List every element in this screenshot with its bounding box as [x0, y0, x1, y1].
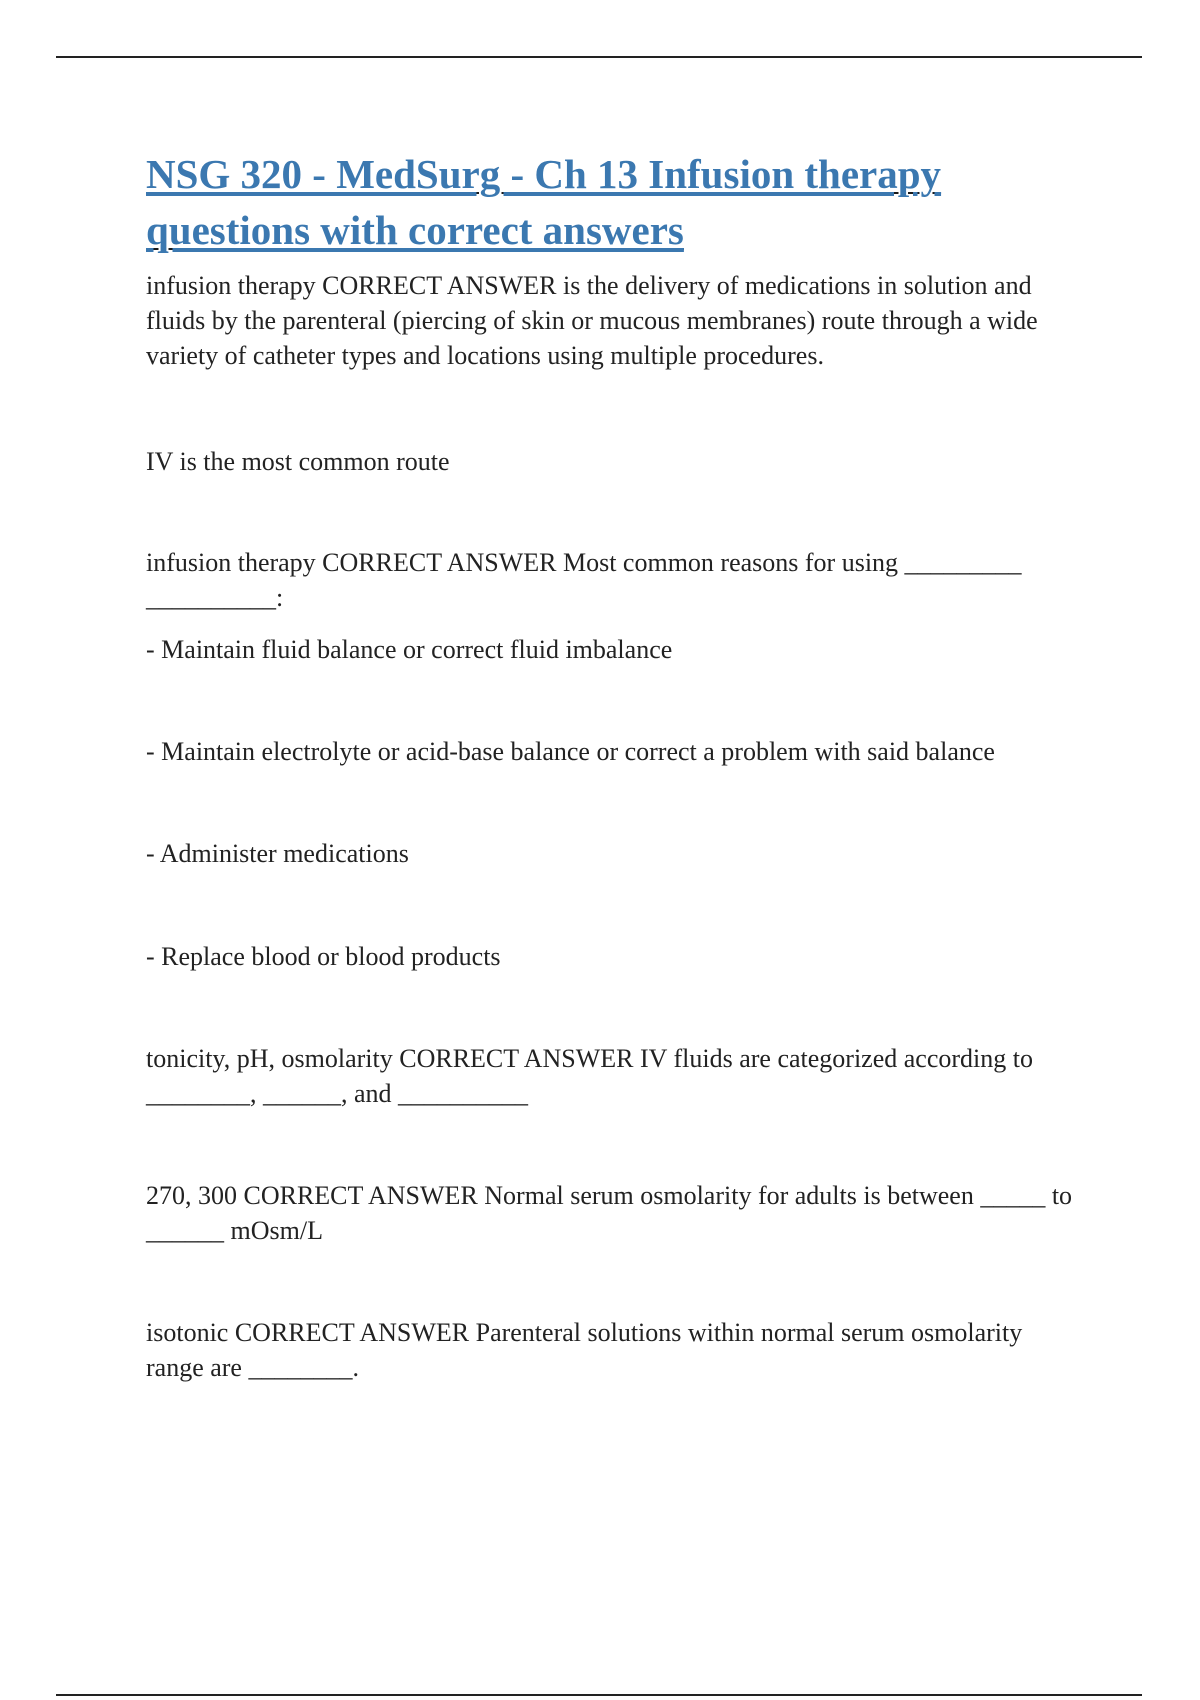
document-title-link[interactable]: NSG 320 - MedSurg - Ch 13 Infusion therapy questions with correct answers: [146, 151, 942, 253]
paragraph-serum-osmolarity: 270, 300 CORRECT ANSWER Normal serum osmolarity for adults is between _____ to ______ mOsm/L: [146, 1181, 1073, 1245]
paragraph-common-reasons: infusion therapy CORRECT ANSWER Most common reasons for using _________ __________:: [146, 548, 1022, 612]
list-item-administer-medications: - Administer medications: [146, 839, 409, 868]
top-rule: [56, 56, 1142, 58]
list-item-fluid-balance: - Maintain fluid balance or correct fluid imbalance: [146, 635, 673, 664]
paragraph-iv-route: IV is the most common route: [146, 447, 450, 476]
list-item-replace-blood: - Replace blood or blood products: [146, 942, 501, 971]
bottom-rule: [56, 1694, 1142, 1696]
paragraph-iv-fluid-categories: tonicity, pH, osmolarity CORRECT ANSWER IV fluids are categorized according to ________, ______, and __________: [146, 1044, 1033, 1108]
paragraph-infusion-definition: infusion therapy CORRECT ANSWER is the delivery of medications in solution and fluids by the parenteral (piercing of skin or mucous membranes) route through a wide variety of catheter types and locations using multiple procedures.: [146, 271, 1038, 370]
list-item-electrolyte-balance: - Maintain electrolyte or acid-base balance or correct a problem with said balance: [146, 737, 995, 766]
paragraph-isotonic: isotonic CORRECT ANSWER Parenteral solutions within normal serum osmolarity range are ________.: [146, 1318, 1023, 1382]
document-title: [146, 146, 1046, 258]
